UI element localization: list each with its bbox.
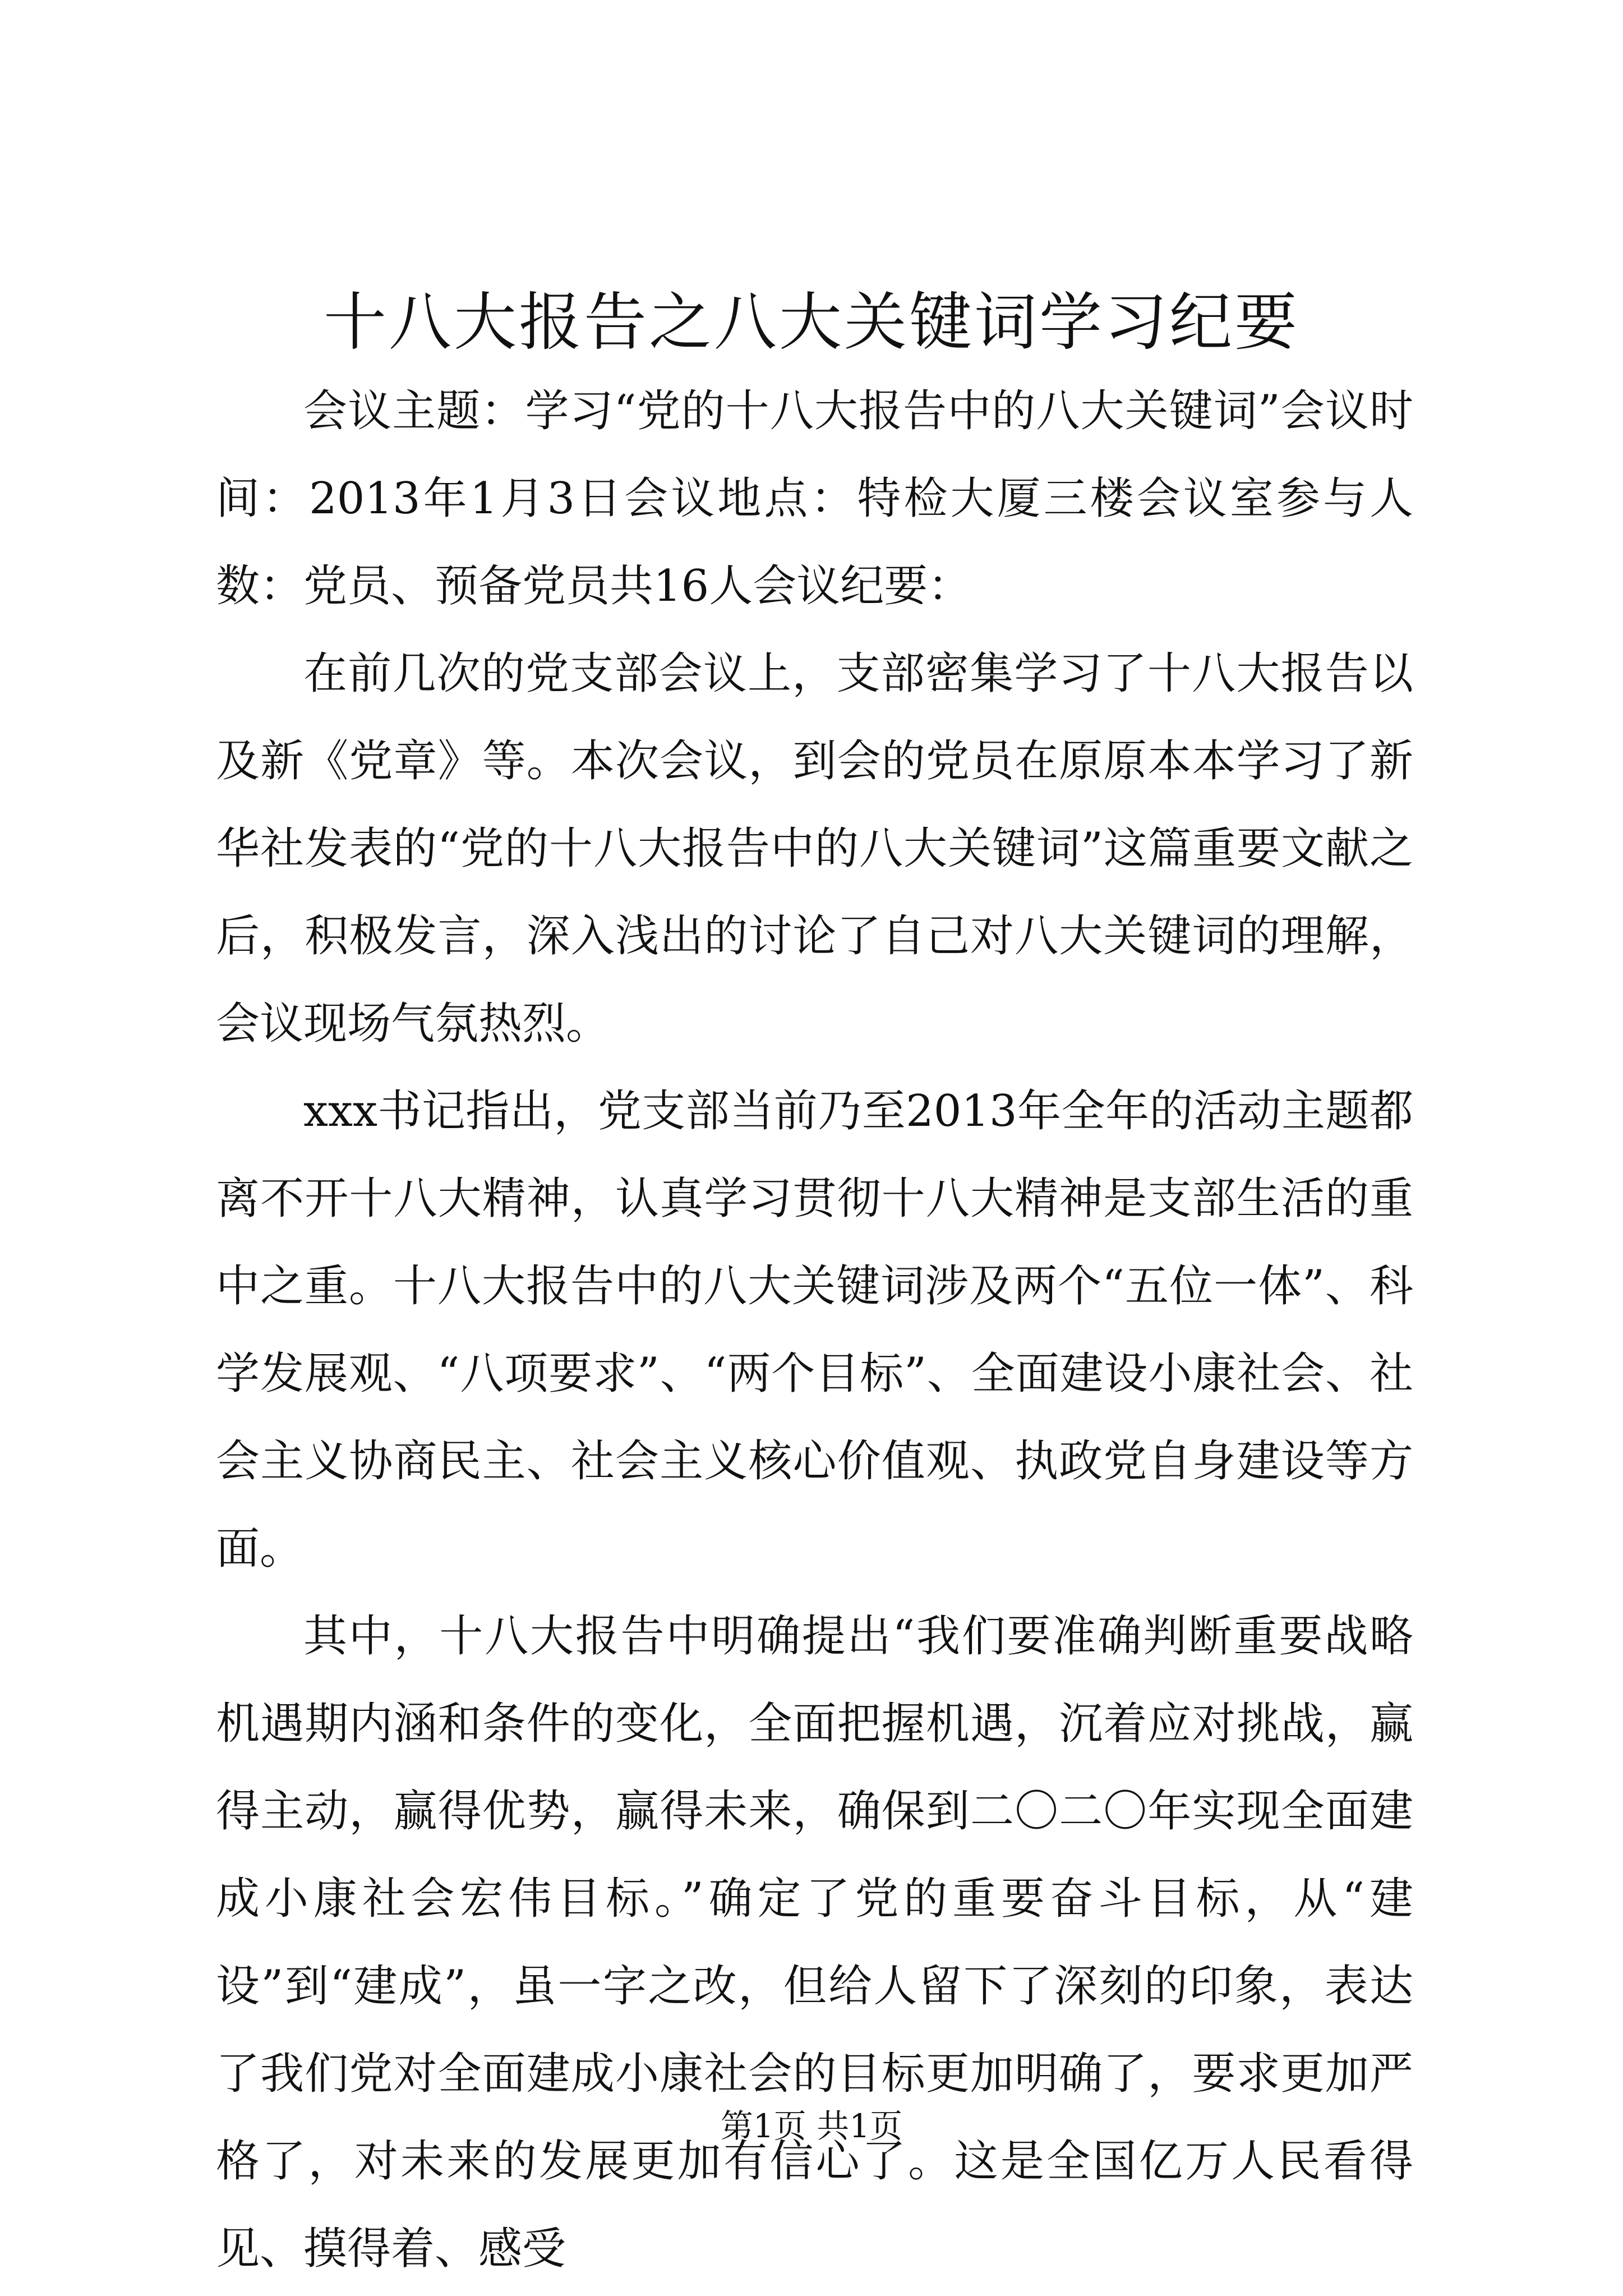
paragraph-meeting-info: 会议主题：学习“党的十八大报告中的八大关键词”会议时间：2013年1月3日会议地点：特检大厦三楼会议室参与人数：党员、预备党员共16人会议纪要： xyxy=(216,386,1413,611)
paragraph-secretary-remarks: xxx书记指出，党支部当前乃至2013年全年的活动主题都离不开十八大精神，认真学习贯彻十八大精神是支部生活的重中之重。十八大报告中的八大关键词涉及两个“五位一体”、科学发展观、“八项要求”、“两个目标”、全面建设小康社会、社会主义协商民主、社会主义核心价值观、执政党自身建设等方面。 xyxy=(216,1086,1413,1574)
paragraph-study-summary: 在前几次的党支部会议上，支部密集学习了十八大报告以及新《党章》等。本次会议，到会的党员在原原本本学习了新华社发表的“党的十八大报告中的八大关键词”这篇重要文献之后，积极发言，深入浅出的讨论了自己对八大关键词的理解，会议现场气氛热烈。 xyxy=(216,648,1413,1049)
document-body xyxy=(216,367,1413,2293)
page-footer: 第1页 共1页 xyxy=(720,2107,903,2145)
document-title: 十八大报告之八大关键词学习纪要 xyxy=(324,286,1299,359)
paragraph-goal-discussion: 其中，十八大报告中明确提出“我们要准确判断重要战略机遇期内涵和条件的变化，全面把握机遇，沉着应对挑战，赢得主动，赢得优势，赢得未来，确保到二〇二〇年实现全面建成小康社会宏伟目标。”确定了党的重要奋斗目标，从“建设”到“建成”，虽一字之改，但给人留下了深刻的印象，表达了我们党对全面建成小康社会的目标更加明确了，要求更加严格了，对未来的发展更加有信心了。这是全国亿万人民看得见、摸得着、感受 xyxy=(216,1611,1413,2274)
